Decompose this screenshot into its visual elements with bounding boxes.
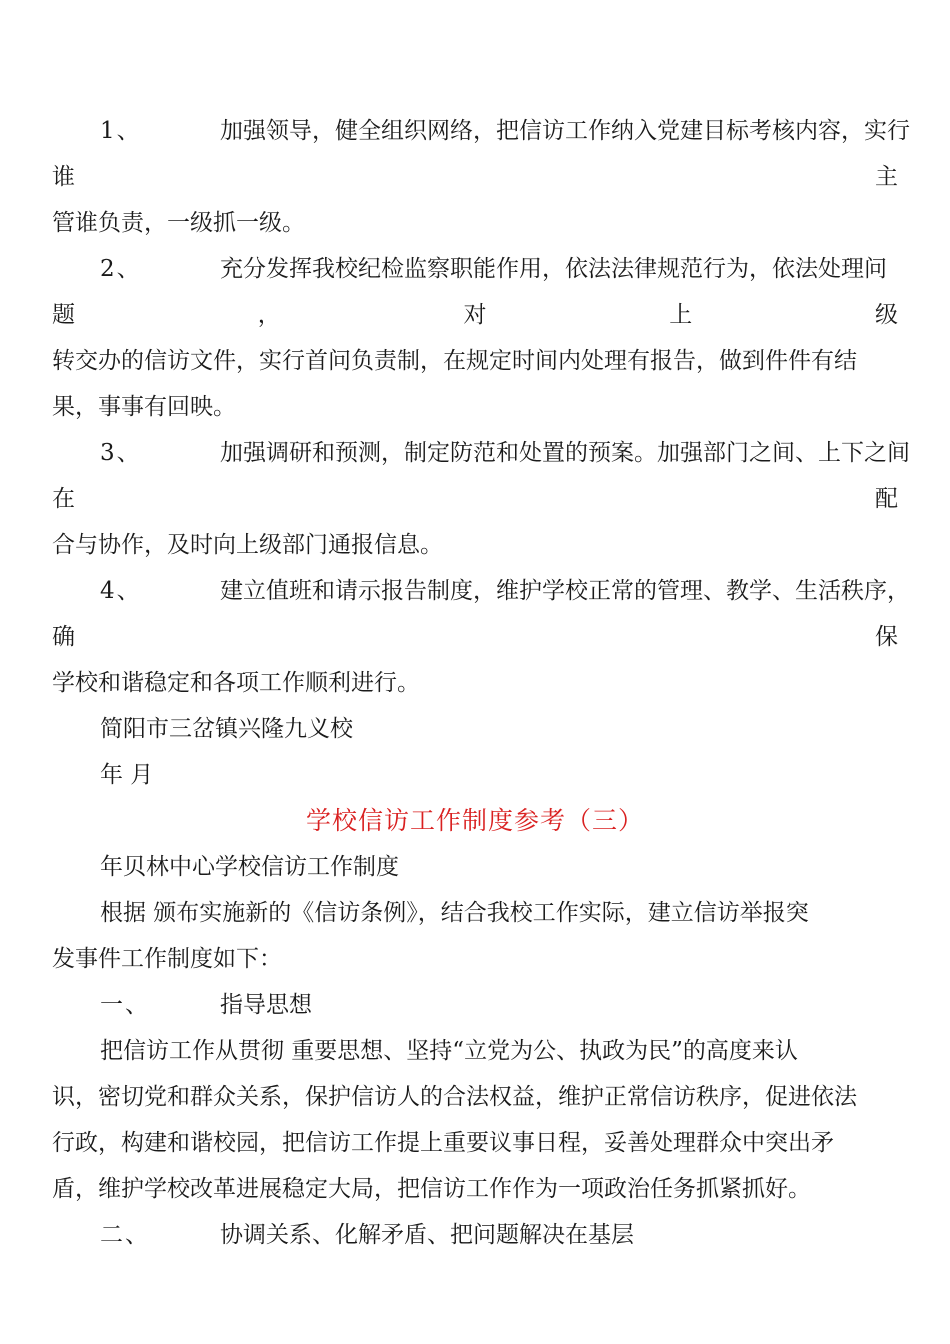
heading-1 xyxy=(52,982,898,1028)
item-text: 合与协作，及时向上级部门通报信息。 xyxy=(52,532,443,558)
item-2-line-1 xyxy=(52,246,898,292)
item-2-line-4 xyxy=(52,384,898,430)
item-2-line-2 xyxy=(52,292,898,338)
spread-char: 题 xyxy=(52,302,75,328)
item-2-line-3 xyxy=(52,338,898,384)
item-4-line-2 xyxy=(52,614,898,660)
item-3-line-1 xyxy=(52,430,910,476)
spread-char: 确 xyxy=(52,624,75,650)
item-text: 转交办的信访文件，实行首问负责制，在规定时间内处理有报告，做到件件有结 xyxy=(52,348,857,374)
para-1-line-3: 行政，构建和谐校园，把信访工作提上重要议事日程，妥善处理群众中突出矛 xyxy=(52,1130,834,1156)
item-number: 3、 xyxy=(100,440,142,466)
subtitle: 年贝林中心学校信访工作制度 xyxy=(100,854,399,880)
item-4-line-3 xyxy=(52,660,898,706)
item-text: 果，事事有回映。 xyxy=(52,394,236,420)
document-page xyxy=(52,108,910,1258)
item-3-line-3 xyxy=(52,522,898,568)
intro-line-1: 根据 颁布实施新的《信访条例》，结合我校工作实际，建立信访举报突 xyxy=(100,900,809,926)
item-number: 4、 xyxy=(100,578,142,604)
spread-char: 在 xyxy=(52,486,75,512)
intro-line-2: 发事件工作制度如下： xyxy=(52,946,282,972)
item-1-line-2 xyxy=(52,154,898,200)
signature-school: 简阳市三岔镇兴隆九义校 xyxy=(100,716,353,742)
signature-date: 年 月 xyxy=(100,762,154,788)
item-4-line-1 xyxy=(52,568,910,614)
heading-text: 指导思想 xyxy=(220,992,312,1018)
spread-char: 对 xyxy=(463,302,487,328)
spread-char: 谁 xyxy=(52,164,75,190)
para-1-line-1: 把信访工作从贯彻 重要思想、坚持“立党为公、执政为民”的高度来认 xyxy=(100,1038,798,1064)
heading-number: 二、 xyxy=(100,1222,150,1248)
spread-char: ， xyxy=(257,302,281,328)
item-1-line-1 xyxy=(52,108,910,154)
spread-char: 保 xyxy=(875,624,898,650)
item-text: 加强调研和预测，制定防范和处置的预案。加强部门之间、上下之间 xyxy=(220,440,910,466)
heading-text: 协调关系、化解矛盾、把问题解决在基层 xyxy=(220,1222,634,1248)
item-number: 2、 xyxy=(100,256,142,282)
para-1-line-2: 识，密切党和群众关系，保护信访人的合法权益，维护正常信访秩序，促进依法 xyxy=(52,1084,857,1110)
item-3-line-2 xyxy=(52,476,898,522)
spread-char: 配 xyxy=(875,486,898,512)
spread-char: 级 xyxy=(875,302,898,328)
para-1-line-4: 盾，维护学校改革进展稳定大局，把信访工作作为一项政治任务抓紧抓好。 xyxy=(52,1176,811,1202)
spread-char: 上 xyxy=(669,302,693,328)
heading-number: 一、 xyxy=(100,992,150,1018)
item-number: 1、 xyxy=(100,118,142,144)
item-text: 加强领导，健全组织网络，把信访工作纳入党建目标考核内容，实行 xyxy=(220,118,910,144)
section-title: 学校信访工作制度参考（三） xyxy=(305,806,644,835)
heading-2 xyxy=(52,1212,898,1258)
item-text: 学校和谐稳定和各项工作顺利进行。 xyxy=(52,670,420,696)
item-text: 充分发挥我校纪检监察职能作用，依法法律规范行为，依法处理问 xyxy=(220,256,887,282)
item-text: 建立值班和请示报告制度，维护学校正常的管理、教学、生活秩序， xyxy=(220,578,910,604)
item-text: 管谁负责，一级抓一级。 xyxy=(52,210,305,236)
spread-char: 主 xyxy=(875,164,898,190)
item-1-line-3 xyxy=(52,200,898,246)
